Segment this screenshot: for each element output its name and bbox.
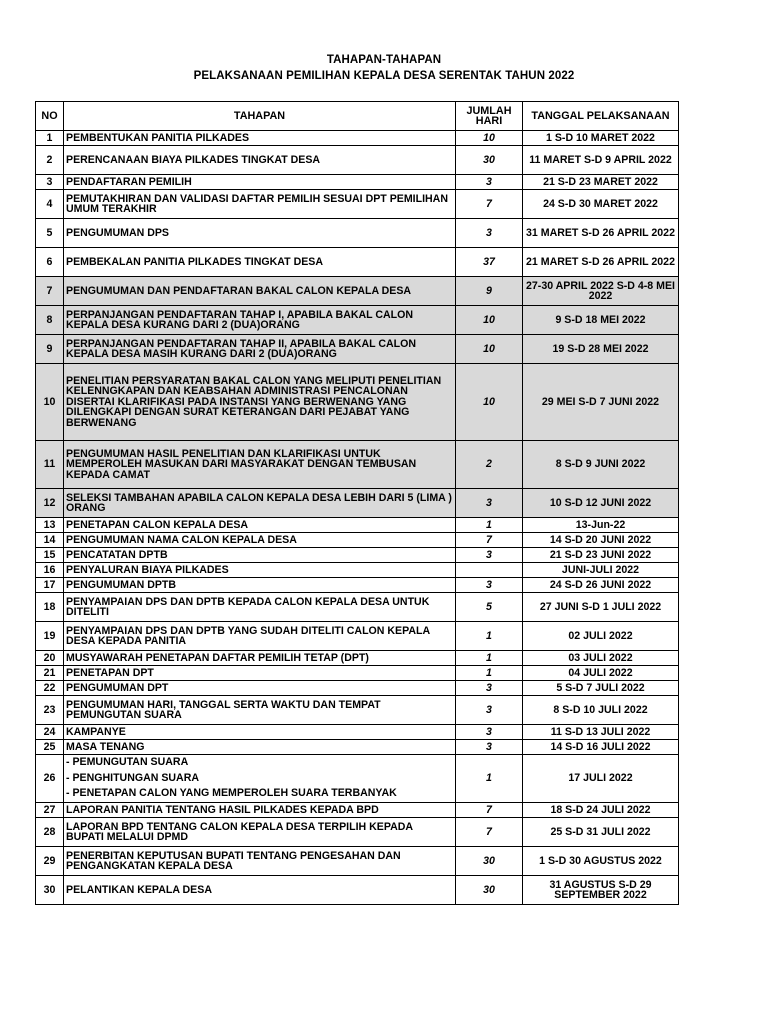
row-tanggal: 1 S-D 10 MARET 2022 [523,131,679,146]
row-tahapan: PEMBEKALAN PANITIA PILKADES TINGKAT DESA [64,248,456,277]
row-tanggal: JUNI-JULI 2022 [523,563,679,578]
row-tahapan: KAMPANYE [64,725,456,740]
row-tanggal: 31 MARET S-D 26 APRIL 2022 [523,219,679,248]
row-jumlah-hari: 3 [456,548,523,563]
table-row [36,578,679,593]
document-title: TAHAPAN-TAHAPAN [326,54,442,66]
table-row [36,441,679,489]
row-tahapan-subitem: - PEMUNGUTAN SUARA [66,756,189,769]
row-tahapan: PENGUMUMAN DAN PENDAFTARAN BAKAL CALON KEPALA DESA [64,277,456,306]
row-no: 20 [36,651,64,666]
row-jumlah-hari: 7 [456,818,523,847]
table-row [36,219,679,248]
row-tahapan: LAPORAN PANITIA TENTANG HASIL PILKADES KEPADA BPD [64,803,456,818]
row-jumlah-hari: 3 [456,696,523,725]
row-jumlah-hari: 10 [456,306,523,335]
row-tanggal: 5 S-D 7 JULI 2022 [523,681,679,696]
row-tahapan: PEMBENTUKAN PANITIA PILKADES [64,131,456,146]
row-tanggal: 25 S-D 31 JULI 2022 [523,818,679,847]
row-tahapan: PENYAMPAIAN DPS DAN DPTB YANG SUDAH DITELITI CALON KEPALA DESA KEPADA PANITIA [64,622,456,651]
row-tahapan: PENERBITAN KEPUTUSAN BUPATI TENTANG PENGESAHAN DAN PENGANGKATAN KEPALA DESA [64,847,456,876]
table-row [36,740,679,755]
row-no: 13 [36,518,64,533]
row-tanggal: 27-30 APRIL 2022 S-D 4-8 MEI 2022 [523,277,679,306]
row-tanggal: 21 S-D 23 MARET 2022 [523,175,679,190]
table-row [36,175,679,190]
row-tahapan: PENGUMUMAN DPS [64,219,456,248]
row-jumlah-hari: 1 [456,518,523,533]
table-row [36,146,679,175]
row-tahapan: PELANTIKAN KEPALA DESA [64,876,456,905]
row-tanggal: 13-Jun-22 [523,518,679,533]
row-tahapan-subitem: - PENETAPAN CALON YANG MEMPEROLEH SUARA TERBANYAK [66,787,397,800]
row-jumlah-hari: 7 [456,533,523,548]
table-row [36,651,679,666]
row-no: 17 [36,578,64,593]
row-no: 5 [36,219,64,248]
row-no: 7 [36,277,64,306]
row-tahapan: PENGUMUMAN NAMA CALON KEPALA DESA [64,533,456,548]
row-tanggal: 21 MARET S-D 26 APRIL 2022 [523,248,679,277]
row-jumlah-hari: 1 [456,622,523,651]
row-tahapan: PENYALURAN BIAYA PILKADES [64,563,456,578]
row-jumlah-hari: 3 [456,219,523,248]
row-jumlah-hari: 30 [456,876,523,905]
row-tahapan: PERPANJANGAN PENDAFTARAN TAHAP I, APABILA BAKAL CALON KEPALA DESA KURANG DARI 2 (DUA)ORANG [64,306,456,335]
row-tahapan: PENGUMUMAN DPT [64,681,456,696]
table-row [36,248,679,277]
row-no: 24 [36,725,64,740]
row-no: 18 [36,593,64,622]
row-tahapan: PENYAMPAIAN DPS DAN DPTB KEPADA CALON KEPALA DESA UNTUK DITELITI [64,593,456,622]
header-no: NO [36,102,64,131]
row-tanggal: 8 S-D 10 JULI 2022 [523,696,679,725]
row-tahapan: PENETAPAN CALON KEPALA DESA [64,518,456,533]
row-tanggal: 18 S-D 24 JULI 2022 [523,803,679,818]
row-no: 11 [36,441,64,489]
row-no: 10 [36,364,64,441]
row-jumlah-hari: 1 [456,666,523,681]
row-no: 12 [36,489,64,518]
row-jumlah-hari: 3 [456,681,523,696]
header-jumlah-line2: HARI [475,115,503,127]
table-row [36,518,679,533]
row-jumlah-hari: 7 [456,803,523,818]
table-row [36,548,679,563]
row-jumlah-hari: 7 [456,190,523,219]
header-tanggal: TANGGAL PELAKSANAAN [523,102,679,131]
table-row [36,696,679,725]
row-no: 15 [36,548,64,563]
row-jumlah-hari: 1 [456,755,523,803]
row-tahapan: PENDAFTARAN PEMILIH [64,175,456,190]
row-no: 4 [36,190,64,219]
row-tanggal: 03 JULI 2022 [523,651,679,666]
row-jumlah-hari: 1 [456,651,523,666]
table-row [36,277,679,306]
document-subtitle: PELAKSANAAN PEMILIHAN KEPALA DESA SERENTAK TAHUN 2022 [193,70,575,82]
row-tahapan: PENETAPAN DPT [64,666,456,681]
table-header-row [36,102,679,131]
table-row [36,489,679,518]
row-no: 30 [36,876,64,905]
row-jumlah-hari: 37 [456,248,523,277]
header-jumlah-hari [456,102,523,131]
row-no: 8 [36,306,64,335]
row-tanggal: 9 S-D 18 MEI 2022 [523,306,679,335]
table-row [36,803,679,818]
row-tahapan: PENCATATAN DPTB [64,548,456,563]
row-jumlah-hari [456,563,523,578]
row-tanggal: 11 MARET S-D 9 APRIL 2022 [523,146,679,175]
table-row [36,190,679,219]
row-tanggal: 21 S-D 23 JUNI 2022 [523,548,679,563]
table-row [36,563,679,578]
row-jumlah-hari: 3 [456,489,523,518]
row-tanggal: 31 AGUSTUS S-D 29 SEPTEMBER 2022 [523,876,679,905]
row-tahapan: LAPORAN BPD TENTANG CALON KEPALA DESA TERPILIH KEPADA BUPATI MELALUI DPMD [64,818,456,847]
row-tahapan: MUSYAWARAH PENETAPAN DAFTAR PEMILIH TETAP (DPT) [64,651,456,666]
schedule-table [35,101,679,905]
row-jumlah-hari: 3 [456,578,523,593]
table-row [36,533,679,548]
table-row [36,335,679,364]
row-no: 28 [36,818,64,847]
row-no: 14 [36,533,64,548]
row-tanggal: 29 MEI S-D 7 JUNI 2022 [523,364,679,441]
row-tahapan: MASA TENANG [64,740,456,755]
row-jumlah-hari: 5 [456,593,523,622]
table-row [36,593,679,622]
table-row [36,755,679,803]
header-jumlah-line1: JUMLAH [466,104,512,117]
row-tanggal: 02 JULI 2022 [523,622,679,651]
row-no: 22 [36,681,64,696]
row-tanggal: 24 S-D 26 JUNI 2022 [523,578,679,593]
row-jumlah-hari: 2 [456,441,523,489]
row-no: 19 [36,622,64,651]
row-tahapan-subitem: - PENGHITUNGAN SUARA [66,771,200,784]
row-no: 29 [36,847,64,876]
row-jumlah-hari: 30 [456,146,523,175]
row-jumlah-hari: 10 [456,335,523,364]
table-row [36,622,679,651]
row-no: 23 [36,696,64,725]
row-tahapan: PERENCANAAN BIAYA PILKADES TINGKAT DESA [64,146,456,175]
header-tahapan: TAHAPAN [64,102,456,131]
row-no: 25 [36,740,64,755]
table-row [36,876,679,905]
row-tahapan [64,755,456,803]
row-tahapan: PENGUMUMAN DPTB [64,578,456,593]
row-tanggal: 24 S-D 30 MARET 2022 [523,190,679,219]
row-tahapan: PENGUMUMAN HASIL PENELITIAN DAN KLARIFIKASI UNTUK MEMPEROLEH MASUKAN DARI MASYARAKAT DENGAN TEMBUSAN KEPADA CAMAT [64,441,456,489]
row-no: 1 [36,131,64,146]
table-row [36,306,679,335]
table-row [36,666,679,681]
row-tanggal: 8 S-D 9 JUNI 2022 [523,441,679,489]
row-no: 3 [36,175,64,190]
row-tanggal: 14 S-D 20 JUNI 2022 [523,533,679,548]
row-jumlah-hari: 10 [456,131,523,146]
row-no: 27 [36,803,64,818]
row-no: 6 [36,248,64,277]
row-tanggal: 04 JULI 2022 [523,666,679,681]
row-tahapan: PERPANJANGAN PENDAFTARAN TAHAP II, APABILA BAKAL CALON KEPALA DESA MASIH KURANG DARI 2 (DUA)ORANG [64,335,456,364]
row-jumlah-hari: 9 [456,277,523,306]
table-row [36,847,679,876]
row-jumlah-hari: 3 [456,740,523,755]
row-tahapan: PEMUTAKHIRAN DAN VALIDASI DAFTAR PEMILIH SESUAI DPT PEMILIHAN UMUM TERAKHIR [64,190,456,219]
row-tanggal: 17 JULI 2022 [523,755,679,803]
row-tahapan: SELEKSI TAMBAHAN APABILA CALON KEPALA DESA LEBIH DARI 5 (LIMA ) ORANG [64,489,456,518]
row-jumlah-hari: 10 [456,364,523,441]
table-row [36,681,679,696]
table-row [36,364,679,441]
row-tahapan: PENGUMUMAN HARI, TANGGAL SERTA WAKTU DAN TEMPAT PEMUNGUTAN SUARA [64,696,456,725]
row-jumlah-hari: 3 [456,725,523,740]
row-tanggal: 11 S-D 13 JULI 2022 [523,725,679,740]
row-tanggal: 14 S-D 16 JULI 2022 [523,740,679,755]
row-no: 9 [36,335,64,364]
row-tanggal: 1 S-D 30 AGUSTUS 2022 [523,847,679,876]
row-jumlah-hari: 3 [456,175,523,190]
row-no: 21 [36,666,64,681]
row-no: 26 [36,755,64,803]
row-tahapan: PENELITIAN PERSYARATAN BAKAL CALON YANG MELIPUTI PENELITIAN KELENNGKAPAN DAN KEABSAHAN ADMINISTRASI PENCALONAN DISERTAI KLARIFIKASI PADA INSTANSI YANG BERWENANG YANG DILENGKAPI DENGAN SURAT KETERANGAN DARI PEJABAT YANG BERWENANG [64,364,456,441]
row-tanggal: 19 S-D 28 MEI 2022 [523,335,679,364]
table-row [36,131,679,146]
row-no: 16 [36,563,64,578]
table-row [36,818,679,847]
row-tanggal: 27 JUNI S-D 1 JULI 2022 [523,593,679,622]
row-tanggal: 10 S-D 12 JUNI 2022 [523,489,679,518]
row-no: 2 [36,146,64,175]
row-jumlah-hari: 30 [456,847,523,876]
table-row [36,725,679,740]
